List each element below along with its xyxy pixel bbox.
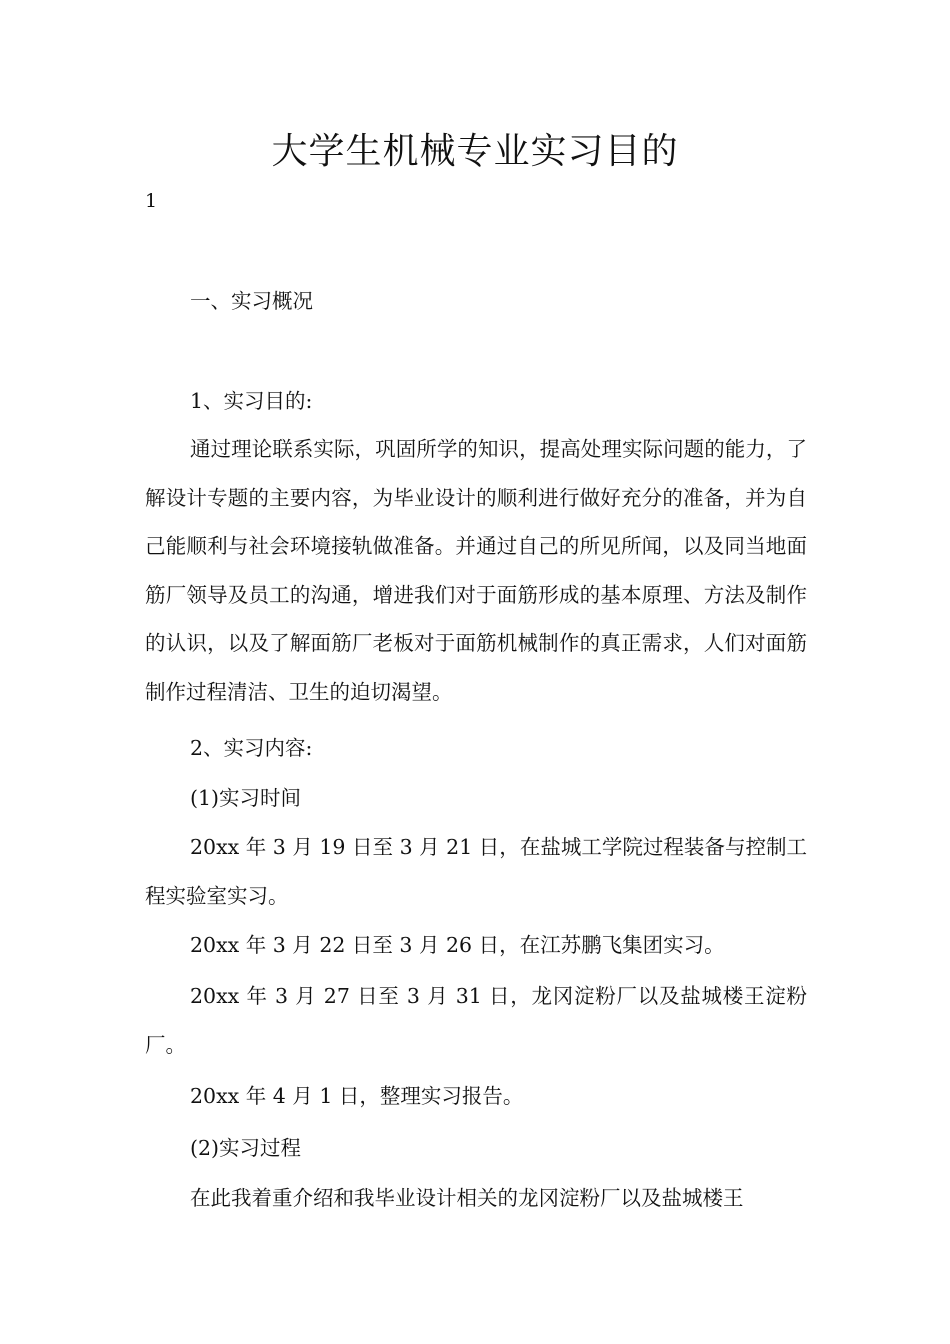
time-item: 20xx 年 3 月 27 日至 3 月 31 日，龙冈淀粉厂以及盐城楼王淀粉厂。 — [145, 984, 807, 1057]
document-title: 大学生机械专业实习目的 — [271, 131, 679, 172]
time-item: 20xx 年 3 月 22 日至 3 月 26 日，在江苏鹏飞集团实习。 — [190, 933, 725, 957]
process-heading: (2)实习过程 — [190, 1136, 302, 1160]
purpose-heading: 1、实习目的: — [190, 389, 313, 413]
time-heading: (1)实习时间 — [190, 786, 302, 810]
content-heading: 2、实习内容: — [190, 736, 313, 760]
time-item: 20xx 年 3 月 19 日至 3 月 21 日，在盐城工学院过程装备与控制工程实验室实习。 — [145, 835, 807, 908]
section-heading: 一、实习概况 — [190, 289, 313, 313]
process-paragraph: 在此我着重介绍和我毕业设计相关的龙冈淀粉厂以及盐城楼王 — [190, 1186, 744, 1210]
purpose-paragraph: 通过理论联系实际，巩固所学的知识，提高处理实际问题的能力，了解设计专题的主要内容，为毕业设计的顺利进行做好充分的准备，并为自己能顺利与社会环境接轨做准备。并通过自己的所见所闻，以及同当地面筋厂领导及员工的沟通，增进我们对于面筋形成的基本原理、方法及制作的认识，以及了解面筋厂老板对于面筋机械制作的真正需求，人们对面筋制作过程清洁、卫生的迫切渴望。 — [145, 437, 807, 704]
page-number: 1 — [145, 190, 158, 212]
time-item: 20xx 年 4 月 1 日，整理实习报告。 — [190, 1084, 524, 1108]
